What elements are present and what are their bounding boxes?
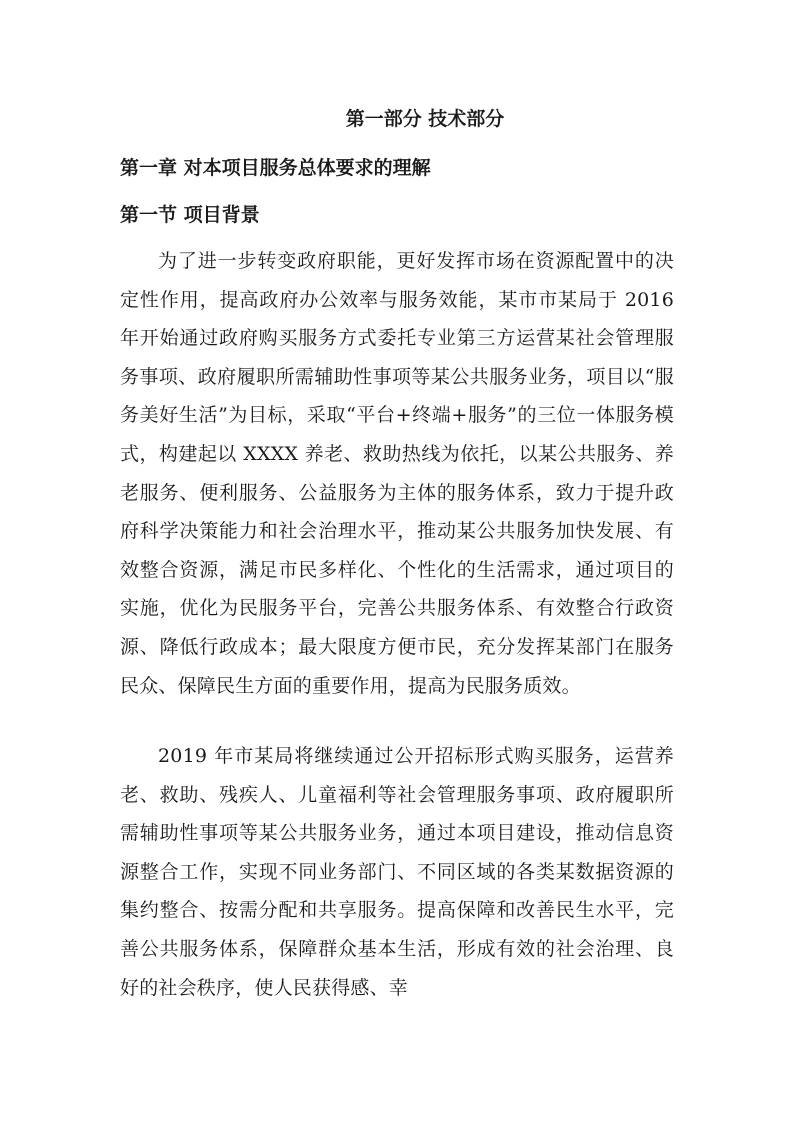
chapter-title: 第一章 对本项目服务总体要求的理解	[120, 157, 431, 179]
body-paragraph: 2019 年市某局将继续通过公开招标形式购买服务，运营养老、救助、残疾人、儿童福利等社会管理服务事项、政府履职所需辅助性事项等某公共服务业务，通过本项目建设，推动信息资源整合工作，实现不同业务部门、不同区域的各类某数据资源的集约整合、按需分配和共享服务。提高保障和改善民生水平，完善公共服务体系，保障群众基本生活，形成有效的社会治理、良好的社会秩序，使人民获得感、幸	[120, 745, 674, 999]
document-page	[120, 0, 674, 1122]
part-title: 第一部分 技术部分	[345, 108, 505, 130]
section-title: 第一节 项目背景	[120, 204, 260, 226]
body-paragraph: 为了进一步转变政府职能，更好发挥市场在资源配置中的决定性作用，提高政府办公效率与服务效能，某市市某局于 2016 年开始通过政府购买服务方式委托专业第三方运营某社会管理服务事项、政府履职所需辅助性事项等某公共服务业务，项目以“服务美好生活”为目标，采取“平台+终端+服务”的三位一体服务模式，构建起以 XXXX 养老、救助热线为依托，以某公共服务、养老服务、便利服务、公益服务为主体的服务体系，致力于提升政府科学决策能力和社会治理水平，推动某公共服务加快发展、有效整合资源，满足市民多样化、个性化的生活需求，通过项目的实施，优化为民服务平台，完善公共服务体系、有效整合行政资源、降低行政成本；最大限度方便市民，充分发挥某部门在服务民众、保障民生方面的重要作用，提高为民服务质效。	[120, 250, 674, 697]
